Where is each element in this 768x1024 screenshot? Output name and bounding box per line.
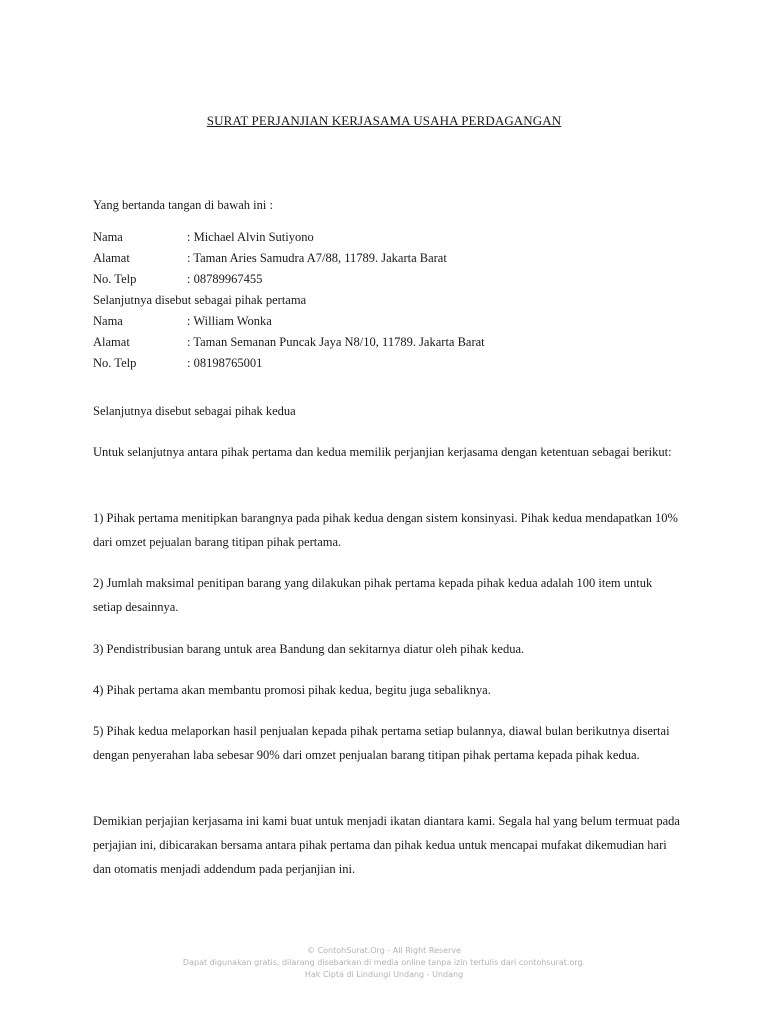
party1-phone-label: No. Telp (93, 272, 137, 286)
clause-2: 2) Jumlah maksimal penitipan barang yang dilakukan pihak pertama kepada pihak kedua adalah 100 item untuk setiap desainnya. (93, 576, 653, 614)
clause-3: 3) Pendistribusian barang untuk area Bandung dan sekitarnya diatur oleh pihak kedua. (93, 642, 525, 656)
party1-name-value: : Michael Alvin Sutiyono (187, 230, 314, 244)
footer-legal: Hak Cipta di Lindungi Undang - Undang (304, 970, 464, 979)
party1-name-label: Nama (93, 230, 123, 244)
party2-name-value: : William Wonka (187, 314, 272, 328)
footer-copyright: © ContohSurat.Org - All Right Reserve (307, 946, 461, 955)
clause-1: 1) Pihak pertama menitipkan barangnya pada pihak kedua dengan sistem konsinyasi. Pihak kedua mendapatkan 10% dari omzet pejualan barang titipan pihak pertama. (93, 511, 678, 549)
party2-designation: Selanjutnya disebut sebagai pihak kedua (93, 404, 296, 418)
clause-4: 4) Pihak pertama akan membantu promosi pihak kedua, begitu juga sebaliknya. (93, 683, 491, 697)
party2-phone-value: : 08198765001 (187, 356, 263, 370)
clause-5: 5) Pihak kedua melaporkan hasil penjualan kepada pihak pertama setiap bulannya, diawal bulan berikutnya disertai dengan penyerahan laba sebesar 90% dari omzet penjualan barang titipan pihak pertama kepada pihak kedua. (93, 724, 670, 762)
closing-paragraph: Demikian perjajian kerjasama ini kami buat untuk menjadi ikatan diantara kami. Segala hal yang belum termuat pada perjajian ini, dibicarakan bersama antara pihak pertama dan pihak kedua untuk mencapai mufakat dikemudian hari dan otomatis menjadi addendum pada perjanjian ini. (93, 814, 680, 876)
party2-phone-label: No. Telp (93, 356, 137, 370)
party2-address-label: Alamat (93, 335, 130, 349)
party2-address-value: : Taman Semanan Puncak Jaya N8/10, 11789. Jakarta Barat (187, 335, 485, 349)
document-title: SURAT PERJANJIAN KERJASAMA USAHA PERDAGANGAN (206, 113, 562, 128)
party2-name-label: Nama (93, 314, 123, 328)
party1-designation: Selanjutnya disebut sebagai pihak pertama (93, 293, 307, 307)
footer-usage-notice: Dapat digunakan gratis, dilarang disebarkan di media online tanpa izin tertulis dari contohsurat.org. (182, 958, 586, 967)
party1-address-value: : Taman Aries Samudra A7/88, 11789. Jakarta Barat (187, 251, 447, 265)
intro-text: Yang bertanda tangan di bawah ini : (93, 198, 273, 212)
party1-phone-value: : 08789967455 (187, 272, 263, 286)
party1-address-label: Alamat (93, 251, 130, 265)
agreement-intro: Untuk selanjutnya antara pihak pertama dan kedua memilik perjanjian kerjasama dengan ketentuan sebagai berikut: (93, 445, 672, 459)
